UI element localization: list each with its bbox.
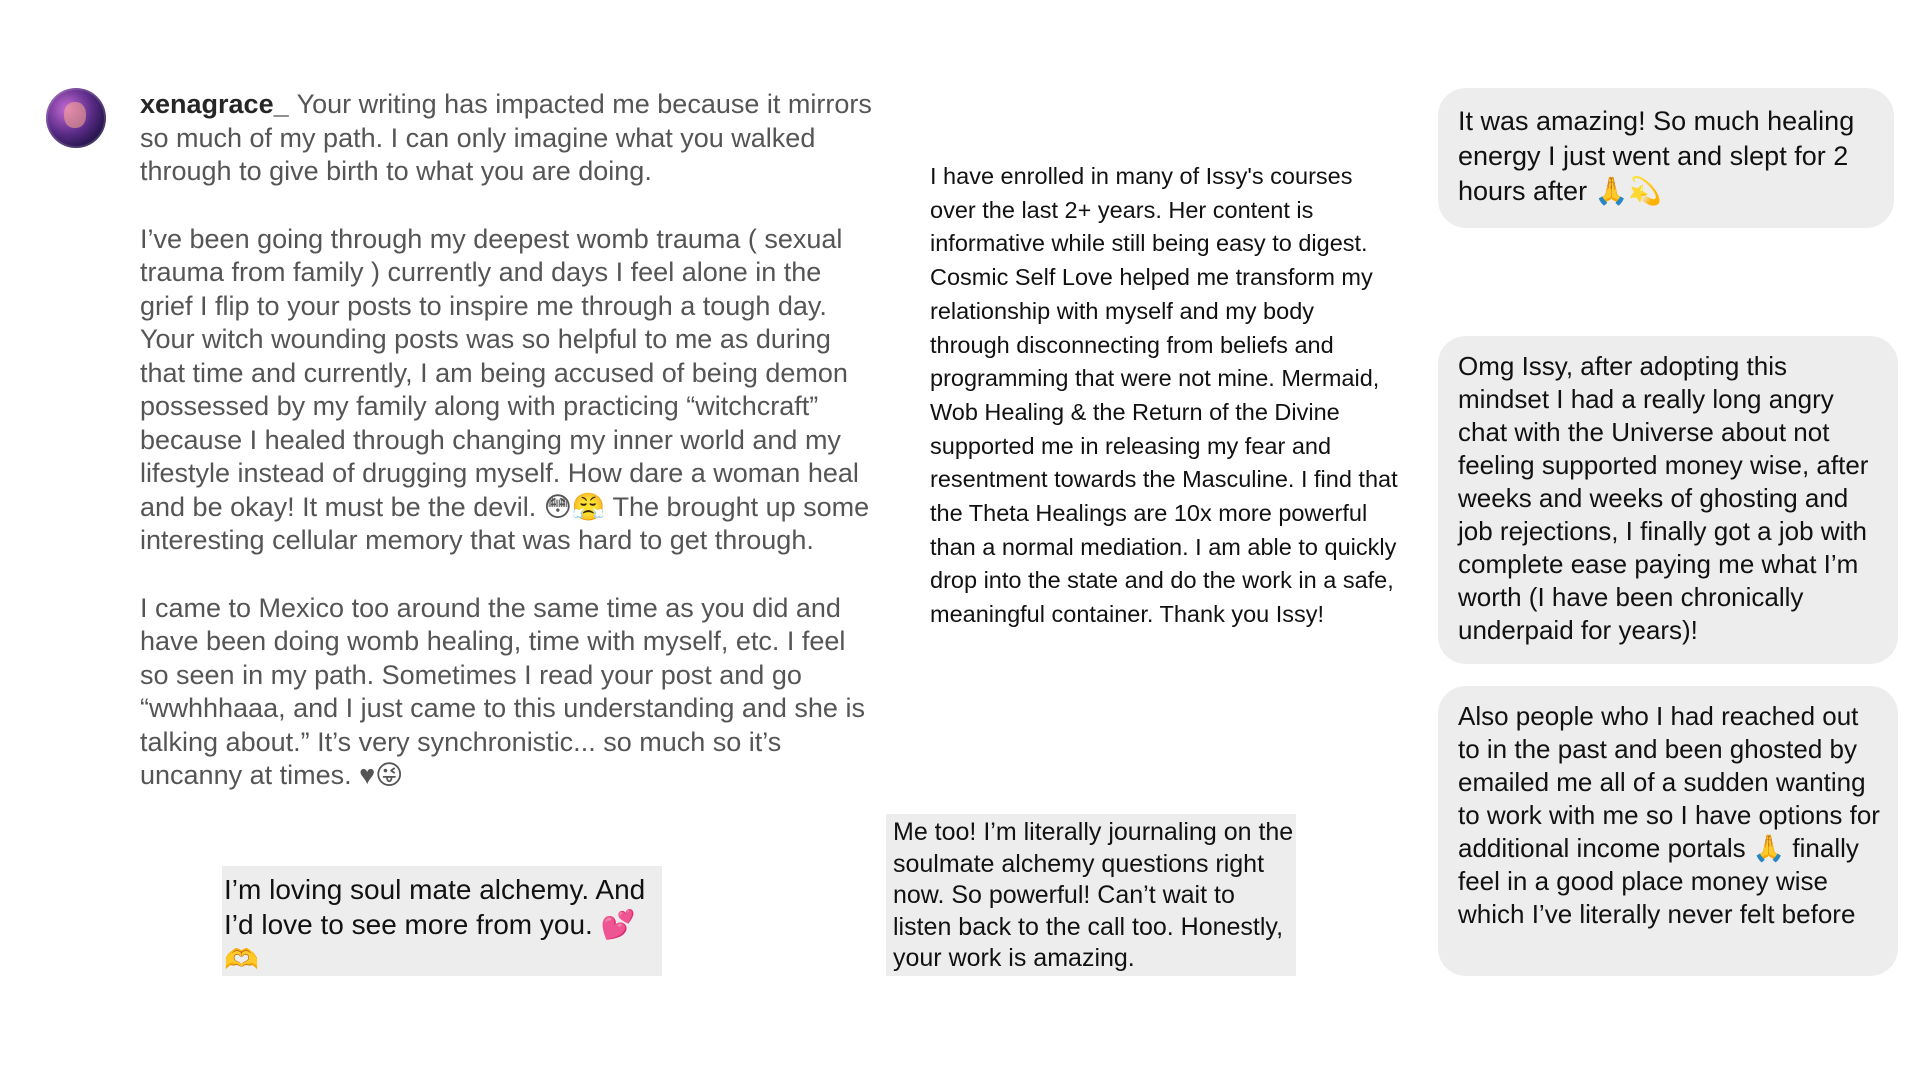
avatar[interactable] [46, 88, 106, 148]
message-soul-mate-alchemy: I’m loving soul mate alchemy. And I’d love to see more from you. 💕🫶 [222, 866, 662, 976]
chat-bubble-omg-issy: Omg Issy, after adopting this mindset I had a really long angry chat with the Universe about not feeling supported money wise, after weeks and weeks of ghosting and job rejections, I finally got a job with complete ease paying me what I’m worth (I have been chronically underpaid for years)! [1438, 336, 1898, 664]
comment-text-1: Your writing has impacted me because it mirrors so much of my path. I can only imagine what you walked through to give birth to what you are doing. [140, 89, 872, 186]
message-me-too: Me too! I’m literally journaling on the soulmate alchemy questions right now. So powerful! Can’t wait to listen back to the call too. Honestly, your work is amazing. [886, 814, 1296, 976]
instagram-comment [140, 88, 880, 793]
comment-paragraph-3: I came to Mexico too around the same time as you did and have been doing womb healing, time with myself, etc. I feel so seen in my path. Sometimes I read your post and go “wwhhhaaa, and I just came to this understanding and she is talking about.” It’s very synchronistic... so much so it’s uncanny at times. ♥😜 [140, 592, 865, 790]
course-testimonial: I have enrolled in many of Issy's courses over the last 2+ years. Her content is informative while still being easy to digest. Cosmic Self Love helped me transform my relationship with myself and my body through disconnecting from beliefs and programming that were not mine. Mermaid, Wob Healing & the Return of the Divine supported me in releasing my fear and resentment towards the Masculine. I find that the Theta Healings are 10x more powerful than a normal mediation. I am able to quickly drop into the state and do the work in a safe, meaningful container. Thank you Issy! [930, 163, 1398, 628]
chat-bubble-also-people: Also people who I had reached out to in the past and been ghosted by emailed me all of a sudden wanting to work with me so I have options for additional income portals 🙏 finally feel in a good place money wise which I’ve literally never felt before [1438, 686, 1898, 976]
comment-username[interactable]: xenagrace_ [140, 89, 289, 119]
comment-paragraph-2: I’ve been going through my deepest womb trauma ( sexual trauma from family ) currently and days I feel alone in the grief I flip to your posts to inspire me through a tough day. Your witch wounding posts was so helpful to me as during that time and currently, I am being accused of being demon possessed by my family along with practicing “witchcraft” because I healed through changing my inner world and my lifestyle instead of drugging myself. How dare a woman heal and be okay! It must be the devil. 😳😤 The brought up some interesting cellular memory that was hard to get through. [140, 223, 870, 555]
comment-paragraph-1 [140, 88, 880, 189]
chat-bubble-amazing: It was amazing! So much healing energy I just went and slept for 2 hours after 🙏💫 [1438, 88, 1894, 228]
